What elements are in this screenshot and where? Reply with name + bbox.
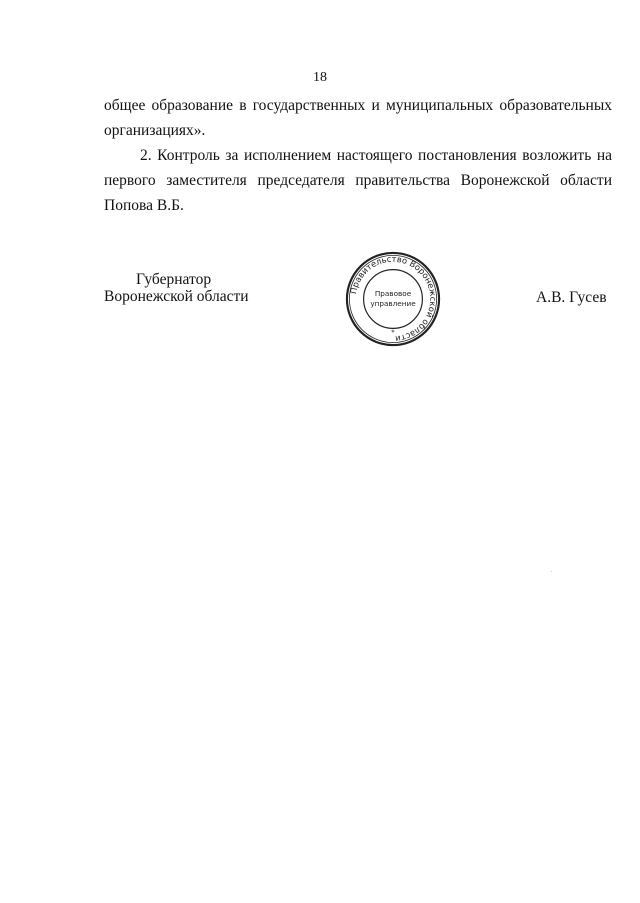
seal-ring-text: Правительство Воронежской области bbox=[348, 253, 439, 345]
page-number: 18 bbox=[313, 70, 327, 85]
seal-center-line2: управление bbox=[370, 298, 416, 308]
signatory-title: Губернатор bbox=[136, 271, 212, 288]
signatory-name: А.В. Гусев bbox=[536, 289, 607, 306]
scan-speck bbox=[551, 571, 552, 572]
seal-center-line1: Правовое bbox=[374, 289, 412, 299]
body-text-line: 2. Контроль за исполнением настоящего постановления возложить на bbox=[140, 147, 612, 164]
body-text-line: общее образование в государственных и муниципальных образовательных bbox=[104, 97, 612, 114]
seal-star-icon: * bbox=[391, 328, 395, 337]
official-seal-stamp bbox=[344, 250, 442, 348]
seal-graphic bbox=[344, 250, 442, 348]
body-text-line: организациях». bbox=[104, 122, 206, 139]
signatory-region: Воронежской области bbox=[104, 288, 249, 305]
body-text-line: первого заместителя председателя правительства Воронежской области bbox=[104, 172, 612, 189]
body-text-line: Попова В.Б. bbox=[104, 197, 184, 214]
